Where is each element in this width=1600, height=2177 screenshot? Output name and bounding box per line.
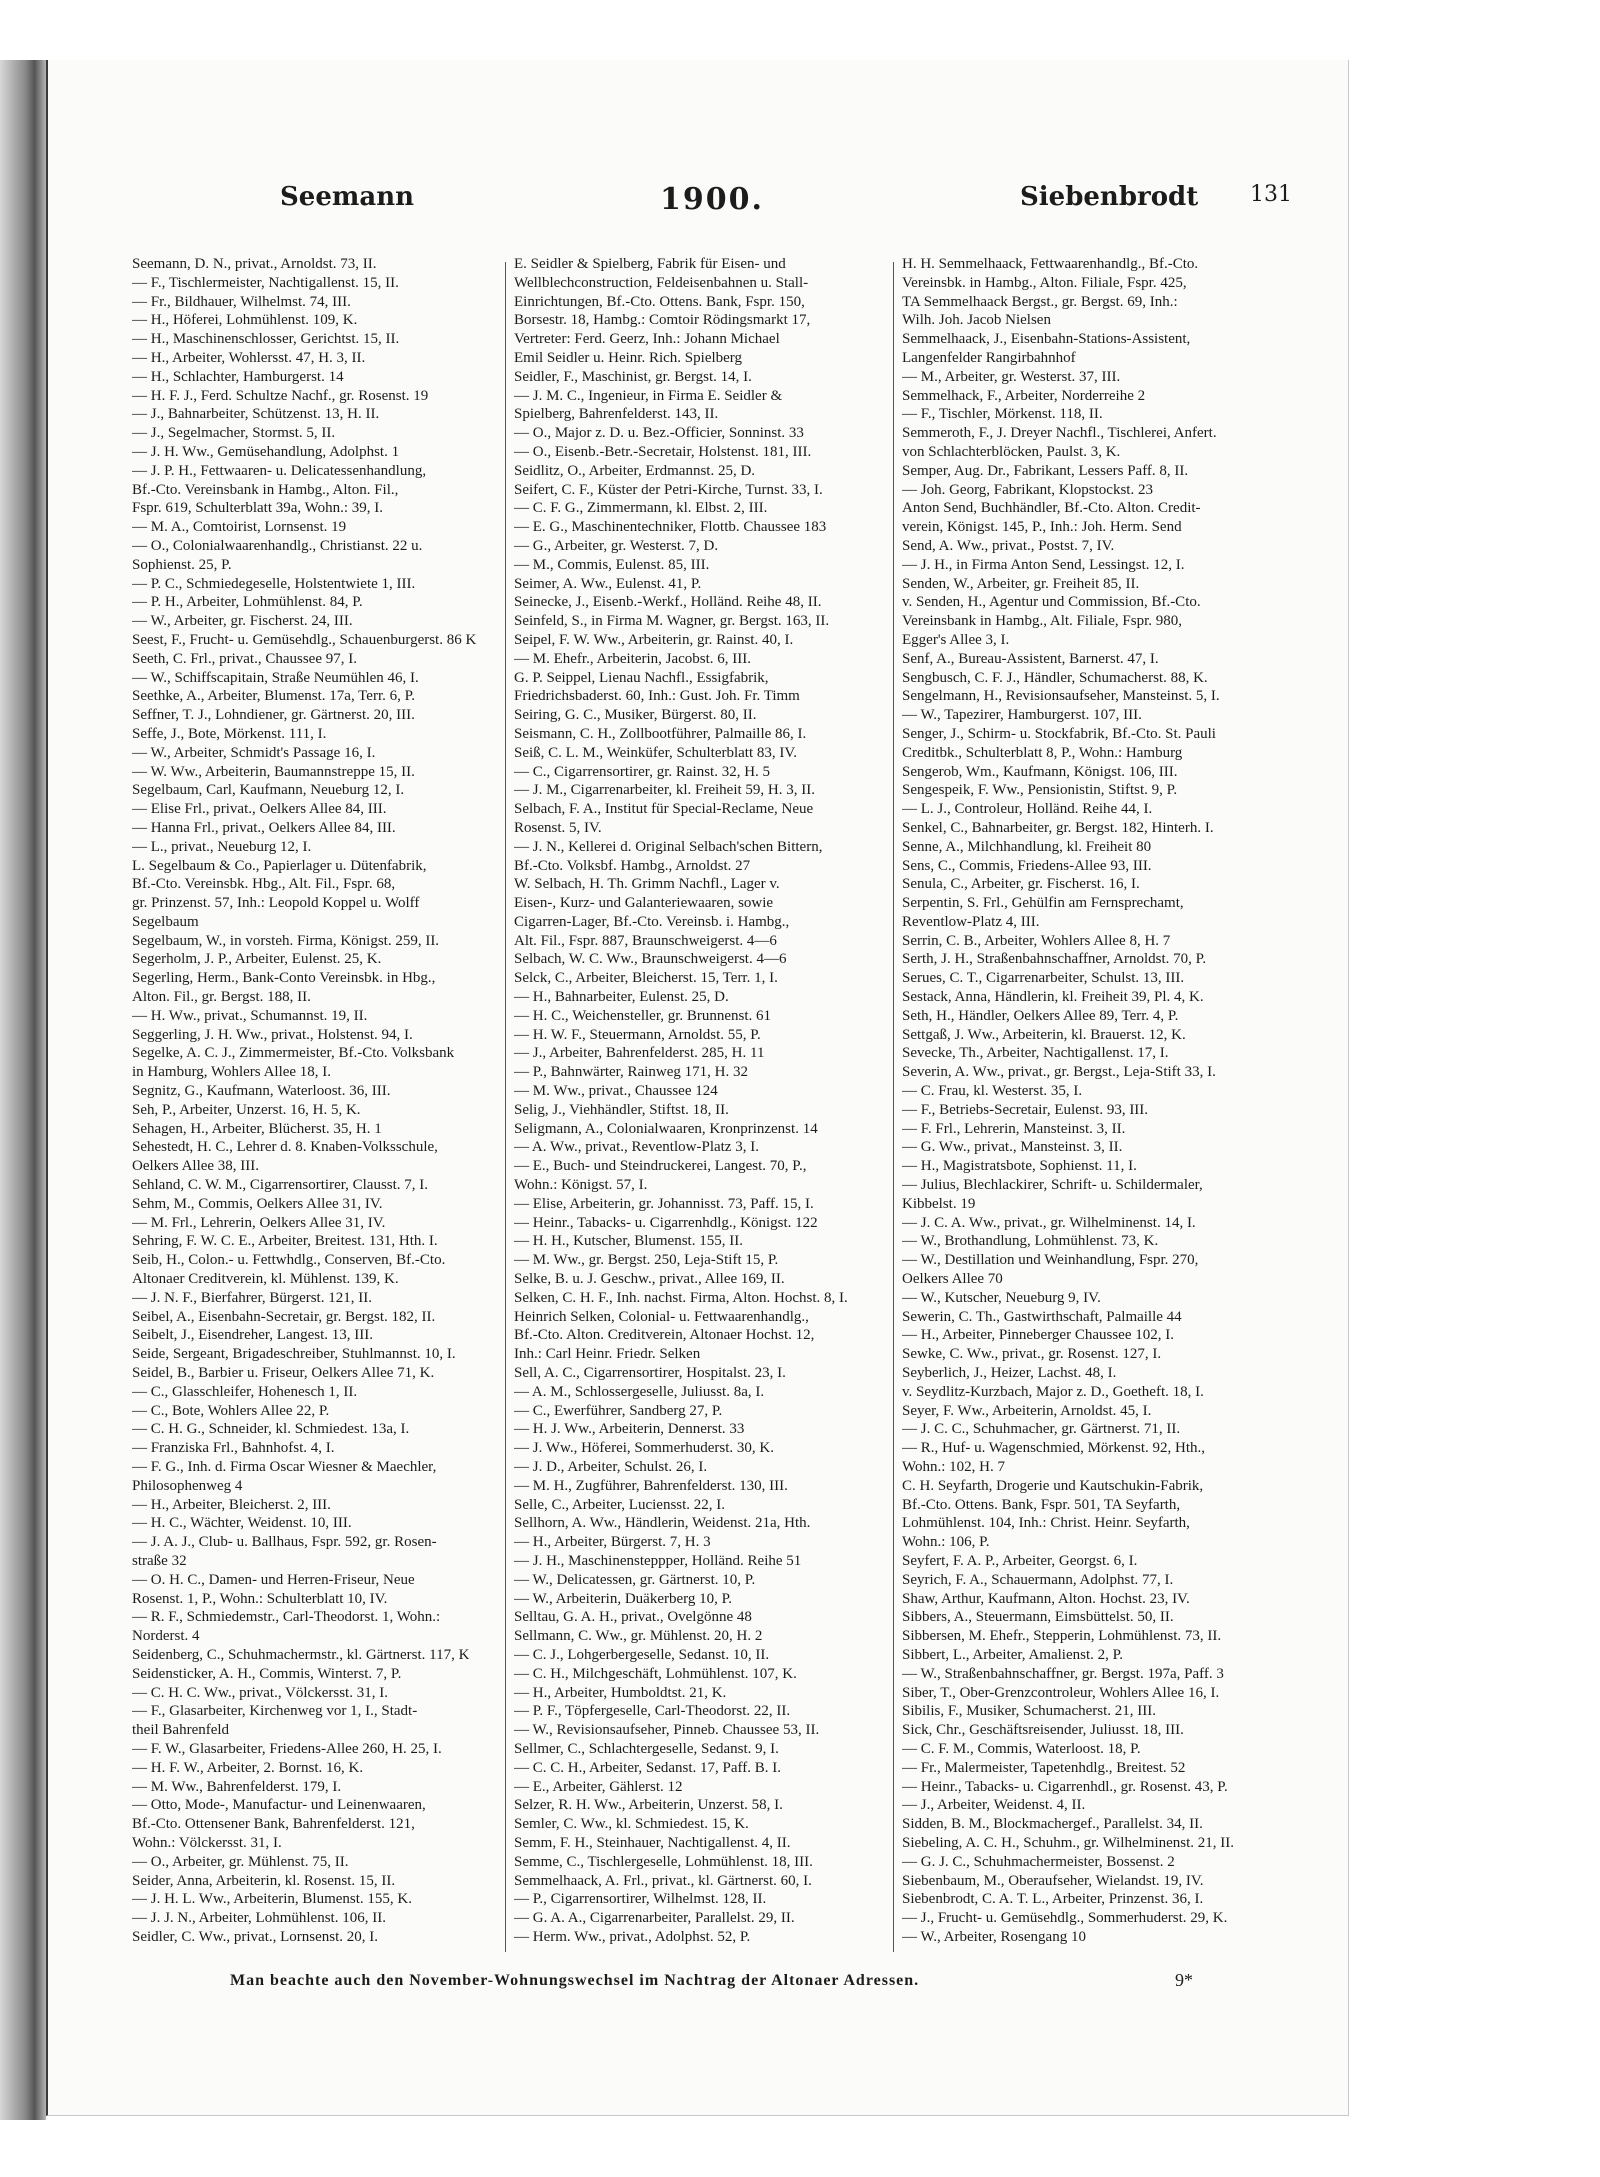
directory-entry: — H. H., Kutscher, Blumenst. 155, II. [514,1233,743,1250]
directory-entry: — H., Höferei, Lohmühlenst. 109, K. [132,312,358,329]
directory-entry: Seismann, C. H., Zollbootführer, Palmaille 86, I. [514,725,807,742]
directory-entry: — H., Arbeiter, Bleicherst. 2, III. [132,1496,331,1513]
directory-entry: E. Seidler & Spielberg, Fabrik für Eisen- und [514,256,786,272]
directory-entry: Norderst. 4 [132,1628,200,1645]
directory-entry: Alton. Fil., gr. Bergst. 188, II. [132,989,311,1006]
directory-entry: — J., Frucht- u. Gemüsehdlg., Sommerhuderst. 29, K. [902,1910,1228,1927]
directory-entry: — W. Ww., Arbeiterin, Baumannstreppe 15, II. [132,763,415,780]
directory-entry: Sehring, F. W. C. E., Arbeiter, Breitest. 131, Hth. I. [132,1233,438,1250]
directory-entry: — H., Magistratsbote, Sophienst. 11, I. [902,1158,1137,1175]
directory-entry: Heinrich Selken, Colonial- u. Fettwaarenhandlg., [514,1308,809,1325]
directory-entry: Siebenbaum, M., Oberaufseher, Wielandst. 19, IV. [902,1872,1204,1889]
directory-entry: Wellblechconstruction, Feldeisenbahnen u. Stall- [514,274,809,291]
column-divider-1 [505,262,506,1952]
directory-entry: Semmelhack, F., Arbeiter, Norderreihe 2 [902,387,1146,404]
directory-entry: Siebenbrodt, C. A. T. L., Arbeiter, Prinzenst. 36, I. [902,1891,1204,1908]
directory-entry: Senkel, C., Bahnarbeiter, gr. Bergst. 182, Hinterh. I. [902,819,1214,836]
directory-entry: Spielberg, Bahrenfelderst. 143, II. [514,406,719,423]
directory-entry: — W., Arbeiter, Schmidt's Passage 16, I. [132,744,376,761]
directory-entry: Rosenst. 5, IV. [514,819,602,836]
directory-entry: Sehestedt, H. C., Lehrer d. 8. Knaben-Volksschule, [132,1139,438,1156]
directory-entry: Sehagen, H., Arbeiter, Blücherst. 35, H. 1 [132,1120,382,1137]
directory-entry: — F., Glasarbeiter, Kirchenweg vor 1, I., Stadt- [132,1703,418,1720]
footer-note: Man beachte auch den November-Wohnungswechsel im Nachtrag der Altonaer Adressen. [230,1972,920,1989]
directory-entry: Shaw, Arthur, Kaufmann, Alton. Hochst. 23, IV. [902,1590,1190,1607]
directory-entry: — M. H., Zugführer, Bahrenfelderst. 130, III. [514,1477,788,1494]
directory-entry: — O., Major z. D. u. Bez.-Officier, Sonninst. 33 [514,425,804,442]
directory-entry: straße 32 [132,1552,187,1569]
directory-entry: verein, Königst. 145, P., Inh.: Joh. Herm. Send [902,519,1182,536]
directory-entry: — H. C., Wächter, Weidenst. 10, III. [132,1515,352,1532]
directory-entry: — J. C. A. Ww., privat., gr. Wilhelminenst. 14, I. [902,1214,1196,1231]
directory-entry: — M. Ww., gr. Bergst. 250, Leja-Stift 15, P. [514,1252,779,1269]
directory-entry: Selck, C., Arbeiter, Bleicherst. 15, Terr. 1, I. [514,970,778,987]
directory-entry: Selltau, G. A. H., privat., Ovelgönne 48 [514,1609,752,1626]
directory-entry: — Joh. Georg, Fabrikant, Klopstockst. 23 [902,481,1153,498]
directory-entry: G. P. Seippel, Lienau Nachfl., Essigfabrik, [514,669,769,686]
directory-entry: — F. W., Glasarbeiter, Friedens-Allee 260, H. 25, I. [132,1740,442,1757]
directory-entry: — H., Arbeiter, Bürgerst. 7, H. 3 [514,1534,711,1551]
directory-entry: Semper, Aug. Dr., Fabrikant, Lessers Paff. 8, II. [902,462,1189,479]
directory-entry: — Julius, Blechlackirer, Schrift- u. Schildermaler, [902,1177,1203,1194]
directory-entry: Segnitz, G., Kaufmann, Waterloost. 36, III. [132,1083,391,1100]
directory-entry: Langenfelder Rangirbahnhof [902,349,1076,366]
directory-entry: — E. G., Maschinentechniker, Flottb. Chaussee 183 [514,519,827,536]
directory-entry: Sellhorn, A. Ww., Händlerin, Weidenst. 21a, Hth. [514,1515,811,1532]
directory-entry: Seide, Sergeant, Brigadeschreiber, Stuhlmannst. 10, I. [132,1346,456,1363]
directory-entry: — J. P. H., Fettwaaren- u. Delicatessenhandlung, [132,462,427,479]
header-left-title: Seemann [280,182,415,212]
directory-entry: — Elise Frl., privat., Oelkers Allee 84, III. [132,801,387,818]
directory-entry: v. Senden, H., Agentur und Commission, Bf.-Cto. [902,594,1201,611]
directory-entry: — C. F. M., Commis, Waterloost. 18, P. [902,1740,1141,1757]
directory-entry: Segelbaum, Carl, Kaufmann, Neueburg 12, I. [132,782,405,799]
directory-entry: Sevecke, Th., Arbeiter, Nachtigallenst. 17, I. [902,1045,1169,1062]
directory-entry: — P., Bahnwärter, Rainweg 171, H. 32 [514,1064,748,1081]
directory-entry: — L., privat., Neueburg 12, I. [132,838,312,855]
directory-entry: Sophienst. 25, P. [132,556,232,573]
directory-entry: — F., Betriebs-Secretair, Eulenst. 93, III. [902,1101,1149,1118]
directory-entry: — Elise, Arbeiterin, gr. Johannisst. 73, Paff. 15, I. [514,1195,814,1212]
directory-entry: — M. A., Comtoirist, Lornsenst. 19 [132,519,347,536]
directory-entry: Sewke, C. Ww., privat., gr. Rosenst. 127, I. [902,1346,1162,1363]
directory-entry: Seyberlich, J., Heizer, Lachst. 48, I. [902,1365,1117,1382]
directory-entry: — C., Glasschleifer, Hohenesch 1, II. [132,1383,358,1400]
directory-entry: Selbach, W. C. Ww., Braunschweigerst. 4—6 [514,951,787,968]
directory-entry: Sengbusch, C. F. J., Händler, Schumacherst. 88, K. [902,669,1208,686]
directory-entry: — W., Revisionsaufseher, Pinneb. Chaussee 53, II. [514,1722,820,1739]
directory-entry: — F., Tischlermeister, Nachtigallenst. 15, II. [132,274,399,291]
directory-entry: Sens, C., Commis, Friedens-Allee 93, III. [902,857,1152,874]
directory-entry: — H., Arbeiter, Pinneberger Chaussee 102, I. [902,1327,1174,1344]
directory-entry: Seth, H., Händler, Oelkers Allee 89, Terr. 4, P. [902,1007,1179,1024]
directory-entry: theil Bahrenfeld [132,1722,230,1739]
directory-entry: Seibel, A., Eisenbahn-Secretair, gr. Bergst. 182, II. [132,1308,436,1325]
directory-entry: Sibbers, A., Steuermann, Eimsbüttelst. 50, II. [902,1609,1174,1626]
directory-entry: — P. F., Töpfergeselle, Carl-Theodorst. 22, II. [514,1703,791,1720]
directory-entry: Egger's Allee 3, I. [902,631,1010,648]
directory-entry: — F. Frl., Lehrerin, Mansteinst. 3, II. [902,1120,1126,1137]
directory-entry: Seyrich, F. A., Schauermann, Adolphst. 77, I. [902,1571,1174,1588]
directory-entry: Rosenst. 1, P., Wohn.: Schulterblatt 10, IV. [132,1590,388,1607]
directory-entry: Sidden, B. M., Blockmachergef., Parallelst. 34, II. [902,1816,1203,1833]
directory-entry: — Fr., Bildhauer, Wilhelmst. 74, III. [132,293,351,310]
directory-entry: Lohmühlenst. 104, Inh.: Christ. Heinr. Seyfarth, [902,1515,1190,1532]
directory-entry: Seidlitz, O., Arbeiter, Erdmannst. 25, D. [514,462,756,479]
directory-entry: Seifert, C. F., Küster der Petri-Kirche, Turnst. 33, I. [514,481,823,498]
directory-entry: Senne, A., Milchhandlung, kl. Freiheit 80 [902,838,1152,855]
directory-entry: Segelbaum [132,913,199,930]
directory-entry: Vereinsbk. in Hambg., Alton. Filiale, Fspr. 425, [902,274,1187,291]
directory-entry: — H. F. W., Arbeiter, 2. Bornst. 16, K. [132,1759,364,1776]
directory-entry: — M., Commis, Eulenst. 85, III. [514,556,710,573]
directory-entry: — J. A. J., Club- u. Ballhaus, Fspr. 592, gr. Rosen- [132,1534,437,1551]
directory-entry: — H. W. F., Steuermann, Arnoldst. 55, P. [514,1026,761,1043]
directory-entry: Vertreter: Ferd. Geerz, Inh.: Johann Michael [514,331,780,348]
directory-entry: — M. Frl., Lehrerin, Oelkers Allee 31, IV. [132,1214,386,1231]
directory-entry: Bf.-Cto. Ottensener Bank, Bahrenfelderst. 121, [132,1816,415,1833]
directory-entry: v. Seydlitz-Kurzbach, Major z. D., Goetheft. 18, I. [902,1383,1204,1400]
directory-entry: Seyfert, F. A. P., Arbeiter, Georgst. 6, I. [902,1552,1138,1569]
directory-entry: — H. Ww., privat., Schumannst. 19, II. [132,1007,368,1024]
directory-entry: Wohn.: Königst. 57, I. [514,1177,648,1194]
directory-entry: Cigarren-Lager, Bf.-Cto. Vereinsb. i. Hambg., [514,913,790,930]
directory-entry: Seidler, C. Ww., privat., Lornsenst. 20, I. [132,1928,379,1945]
directory-entry: — C. Frau, kl. Westerst. 35, I. [902,1083,1083,1100]
directory-entry: — C. H. C. Ww., privat., Völckersst. 31, I. [132,1684,388,1701]
directory-entry: Seinecke, J., Eisenb.-Werkf., Holländ. Reihe 48, II. [514,594,822,611]
directory-entry: — C. H., Milchgeschäft, Lohmühlenst. 107, K. [514,1665,797,1682]
header-right-title: Siebenbrodt [1020,182,1199,212]
directory-entry: Vereinsbank in Hambg., Alt. Filiale, Fspr. 980, [902,613,1182,630]
directory-entry: — Herm. Ww., privat., Adolphst. 52, P. [514,1928,751,1945]
directory-entry: — A. M., Schlossergeselle, Juliusst. 8a, I. [514,1383,765,1400]
directory-entry: Senden, W., Arbeiter, gr. Freiheit 85, II. [902,575,1140,592]
directory-entry: Sehm, M., Commis, Oelkers Allee 31, IV. [132,1195,383,1212]
directory-entry: Seidenberg, C., Schuhmachermstr., kl. Gärtnerst. 117, K [132,1646,470,1663]
directory-entry: — F. G., Inh. d. Firma Oscar Wiesner & Maechler, [132,1459,437,1475]
directory-entry: — M. Ww., Bahrenfelderst. 179, I. [132,1778,342,1795]
directory-entry: — C., Cigarrensortirer, gr. Rainst. 32, H. 5 [514,763,771,780]
directory-entry: — J. C. C., Schuhmacher, gr. Gärtnerst. 71, II. [902,1421,1181,1438]
directory-entry: Creditbk., Schulterblatt 8, P., Wohn.: Hamburg [902,744,1183,761]
directory-entry: — J. D., Arbeiter, Schulst. 26, I. [514,1459,708,1475]
directory-entry: Seidensticker, A. H., Commis, Winterst. 7, P. [132,1665,402,1682]
page-number: 131 [1250,182,1292,207]
directory-entry: — C., Ewerführer, Sandberg 27, P. [514,1402,723,1419]
directory-entry: Seffner, T. J., Lohndiener, gr. Gärtnerst. 20, III. [132,707,415,724]
directory-entry: — Hanna Frl., privat., Oelkers Allee 84, III. [132,819,396,836]
directory-entry: — H., Schlachter, Hamburgerst. 14 [132,368,344,385]
directory-entry: Semmelhaack, J., Eisenbahn-Stations-Assistent, [902,331,1191,348]
directory-entry: Sewerin, C. Th., Gastwirthschaft, Palmaille 44 [902,1308,1182,1325]
directory-entry: — J. H., in Firma Anton Send, Lessingst. 12, I. [902,556,1185,573]
directory-entry: Semmelhaack, A. Frl., privat., kl. Gärtnerst. 60, I. [514,1872,812,1889]
directory-entry: Settgaß, J. Ww., Arbeiterin, kl. Brauerst. 12, K. [902,1026,1186,1043]
directory-entry: Senf, A., Bureau-Assistent, Barnerst. 47, I. [902,650,1159,667]
directory-entry: Senula, C., Arbeiter, gr. Fischerst. 16, I. [902,876,1140,893]
directory-entry: L. Segelbaum & Co., Papierlager u. Dütenfabrik, [132,857,427,874]
directory-entry: — H., Arbeiter, Humboldtst. 21, K. [514,1684,727,1701]
directory-entry: Sehland, C. W. M., Cigarrensortirer, Clausst. 7, I. [132,1177,429,1194]
directory-entry: Seimer, A. Ww., Eulenst. 41, P. [514,575,702,592]
directory-entry: — W., Arbeiter, gr. Fischerst. 24, III. [132,613,353,630]
directory-entry: Seh, P., Arbeiter, Unzerst. 16, H. 5, K. [132,1101,361,1118]
directory-entry: — H. J. Ww., Arbeiterin, Dennerst. 33 [514,1421,745,1438]
directory-entry: — E., Buch- und Steindruckerei, Langest. 70, P., [514,1158,807,1175]
signature-mark: 9* [1175,1970,1193,1990]
directory-entry: Sengelmann, H., Revisionsaufseher, Mansteinst. 5, I. [902,688,1220,705]
directory-entry: W. Selbach, H. Th. Grimm Nachfl., Lager v. [514,876,780,893]
directory-entry: Sellmann, C. Ww., gr. Mühlenst. 20, H. 2 [514,1628,763,1645]
directory-entry: Bf.-Cto. Volksbf. Hambg., Arnoldst. 27 [514,857,751,874]
directory-entry: Seemann, D. N., privat., Arnoldst. 73, II. [132,256,377,272]
directory-entry: Inh.: Carl Heinr. Friedr. Selken [514,1346,701,1363]
directory-entry: — J. Ww., Höferei, Sommerhuderst. 30, K. [514,1440,774,1457]
directory-entry: — W., Arbeiterin, Duäkerberg 10, P. [514,1590,733,1607]
directory-entry: — W., Tapezirer, Hamburgerst. 107, III. [902,707,1142,724]
directory-entry: — J., Arbeiter, Weidenst. 4, II. [902,1797,1086,1814]
directory-entry: Wohn.: 106, P. [902,1534,990,1551]
directory-entry: Sellmer, C., Schlachtergeselle, Sedanst. 9, I. [514,1740,779,1757]
directory-entry: — R., Huf- u. Wagenschmied, Mörkenst. 92, Hth., [902,1440,1206,1457]
directory-entry: — G. J. C., Schuhmachermeister, Bossenst. 2 [902,1853,1175,1870]
directory-entry: Bf.-Cto. Vereinsbk. Hbg., Alt. Fil., Fspr. 68, [132,876,396,893]
directory-entry: Seligmann, A., Colonialwaaren, Kronprinzenst. 14 [514,1120,818,1137]
directory-entry: Einrichtungen, Bf.-Cto. Ottens. Bank, Fspr. 150, [514,293,805,310]
directory-entry: — P. C., Schmiedegeselle, Holstentwiete 1, III. [132,575,416,592]
directory-entry: Segelbaum, W., in vorsteh. Firma, Königst. 259, II. [132,932,440,949]
directory-entry: Oelkers Allee 38, III. [132,1158,260,1175]
directory-entry: Bf.-Cto. Alton. Creditverein, Altonaer Hochst. 12, [514,1327,815,1344]
directory-entry: Seibelt, J., Eisendreher, Langest. 13, III. [132,1327,373,1344]
header-year: 1900. [660,182,764,217]
directory-entry: — C. C. H., Arbeiter, Sedanst. 17, Paff. B. I. [514,1759,782,1776]
directory-entry: — J., Bahnarbeiter, Schützenst. 13, H. II. [132,406,380,423]
directory-entry: Sengespeik, F. Ww., Pensionistin, Stiftst. 9, P. [902,782,1178,799]
directory-entry: Seiß, C. L. M., Weinküfer, Schulterblatt 83, IV. [514,744,798,761]
directory-entry: — W., Schiffscapitain, Straße Neumühlen 46, I. [132,669,419,686]
directory-entry: Bf.-Cto. Ottens. Bank, Fspr. 501, TA Seyfarth, [902,1496,1181,1513]
directory-entry: — R. F., Schmiedemstr., Carl-Theodorst. 1, Wohn.: [132,1609,441,1626]
directory-entry: Seest, F., Frucht- u. Gemüsehdlg., Schauenburgerst. 86 K [132,631,477,648]
directory-entry: — H. C., Weichensteller, gr. Brunnenst. 61 [514,1007,772,1024]
directory-entry: — H., Arbeiter, Wohlersst. 47, H. 3, II. [132,349,366,366]
directory-entry: — M. Ehefr., Arbeiterin, Jacobst. 6, III. [514,650,752,667]
directory-entry: Sell, A. C., Cigarrensortirer, Hospitalst. 23, I. [514,1365,786,1382]
directory-entry: Wilh. Joh. Jacob Nielsen [902,312,1051,329]
directory-entry: — W., Straßenbahnschaffner, gr. Bergst. 197a, Paff. 3 [902,1665,1224,1682]
directory-entry: — H. F. J., Ferd. Schultze Nachf., gr. Rosenst. 19 [132,387,429,404]
directory-entry: — P. H., Arbeiter, Lohmühlenst. 84, P. [132,594,363,611]
directory-entry: Seyer, F. Ww., Arbeiterin, Arnoldst. 45, I. [902,1402,1152,1419]
directory-entry: von Schlachterblöcken, Paulst. 3, K. [902,443,1121,460]
directory-entry: Seffe, J., Bote, Mörkenst. 111, I. [132,725,327,742]
column-divider-2 [893,262,894,1952]
directory-entry: Kibbelst. 19 [902,1195,976,1212]
directory-entry: — G. A. A., Cigarrenarbeiter, Parallelst. 29, II. [514,1910,795,1927]
directory-entry: in Hamburg, Wohlers Allee 18, I. [132,1064,332,1081]
directory-entry: — A. Ww., privat., Reventlow-Platz 3, I. [514,1139,759,1156]
directory-entry: Seidel, B., Barbier u. Friseur, Oelkers Allee 71, K. [132,1365,435,1382]
directory-entry: Selken, C. H. F., Inh. nachst. Firma, Alton. Hochst. 8, I. [514,1289,848,1306]
directory-entry: Semme, C., Tischlergeselle, Lohmühlenst. 18, III. [514,1853,813,1870]
directory-entry: — J., Segelmacher, Stormst. 5, II. [132,425,336,442]
directory-entry: — F., Tischler, Mörkenst. 118, II. [902,406,1103,423]
directory-entry: — O., Eisenb.-Betr.-Secretair, Holstenst. 181, III. [514,443,812,460]
directory-entry: — J. J. N., Arbeiter, Lohmühlenst. 106, II. [132,1910,386,1927]
directory-entry: — J. H. Ww., Gemüsehandlung, Adolphst. 1 [132,443,400,460]
directory-entry: Semmeroth, F., J. Dreyer Nachfl., Tischlerei, Anfert. [902,425,1217,442]
directory-entry: Fspr. 619, Schulterblatt 39a, Wohn.: 39, I. [132,500,384,517]
directory-entry: Bf.-Cto. Vereinsbank in Hambg., Alton. Fil., [132,481,399,498]
directory-entry: Seethke, A., Arbeiter, Blumenst. 17a, Terr. 6, P. [132,688,416,705]
directory-entry: — Otto, Mode-, Manufactur- und Leinenwaaren, [132,1797,426,1814]
directory-entry: — C. J., Lohgerbergeselle, Sedanst. 10, II. [514,1646,770,1663]
directory-entry: Altonaer Creditverein, kl. Mühlenst. 139, K. [132,1271,399,1288]
directory-entry: Severin, A. Ww., privat., gr. Bergst., Leja-Stift 33, I. [902,1064,1216,1081]
directory-entry: — W., Kutscher, Neueburg 9, IV. [902,1289,1101,1306]
directory-entry: — J. N., Kellerei d. Original Selbach'schen Bittern, [514,838,823,855]
directory-entry: Oelkers Allee 70 [902,1271,1003,1288]
directory-entry: — M. Ww., privat., Chaussee 124 [514,1083,718,1100]
directory-entry: — Fr., Malermeister, Tapetenhdlg., Breitest. 52 [902,1759,1186,1776]
directory-entry: Senger, J., Schirm- u. Stockfabrik, Bf.-Cto. St. Pauli [902,725,1216,742]
directory-entry: Seeth, C. Frl., privat., Chaussee 97, I. [132,650,357,667]
directory-entry: Sick, Chr., Geschäftsreisender, Juliusst. 18, III. [902,1722,1184,1739]
directory-entry: — J. H. L. Ww., Arbeiterin, Blumenst. 155, K. [132,1891,412,1908]
directory-entry: Segerling, Herm., Bank-Conto Vereinsbk. in Hbg., [132,970,436,987]
directory-entry: — O., Colonialwaarenhandlg., Christianst. 22 u. [132,537,423,554]
directory-entry: — W., Destillation und Weinhandlung, Fspr. 270, [902,1252,1199,1269]
directory-entry: — W., Delicatessen, gr. Gärtnerst. 10, P. [514,1571,756,1588]
directory-entry: Seib, H., Colon.- u. Fettwhdlg., Conserven, Bf.-Cto. [132,1252,446,1269]
directory-entry: Selig, J., Viehhändler, Stiftst. 18, II. [514,1101,729,1118]
column-2 [514,255,924,1980]
column-3 [902,255,1312,1980]
directory-entry: — C. F. G., Zimmermann, kl. Elbst. 2, III. [514,500,768,517]
directory-entry: — M., Arbeiter, gr. Westerst. 37, III. [902,368,1121,385]
directory-entry: Reventlow-Platz 4, III. [902,913,1040,930]
directory-entry: H. H. Semmelhaack, Fettwaarenhandlg., Bf.-Cto. [902,256,1199,272]
directory-entry: Seidler, F., Maschinist, gr. Bergst. 14, I. [514,368,752,385]
directory-entry: gr. Prinzenst. 57, Inh.: Leopold Koppel u. Wolff [132,895,420,912]
directory-entry: Emil Seidler u. Heinr. Rich. Spielberg [514,349,743,366]
directory-entry: Eisen-, Kurz- und Galanteriewaaren, sowie [514,895,774,912]
directory-entry: Serrin, C. B., Arbeiter, Wohlers Allee 8, H. 7 [902,932,1171,949]
directory-entry: — G., Arbeiter, gr. Westerst. 7, D. [514,537,719,554]
directory-entry: Selke, B. u. J. Geschw., privat., Allee 169, II. [514,1271,785,1288]
directory-entry: Anton Send, Buchhändler, Bf.-Cto. Alton. Credit- [902,500,1201,517]
directory-entry: Friedrichsbaderst. 60, Inh.: Gust. Joh. Fr. Timm [514,688,800,705]
directory-entry: — G. Ww., privat., Mansteinst. 3, II. [902,1139,1123,1156]
directory-entry: Send, A. Ww., privat., Postst. 7, IV. [902,537,1115,554]
directory-entry: Seiring, G. C., Musiker, Bürgerst. 80, II. [514,707,757,724]
scan-binding-shadow [0,60,46,2120]
directory-entry: Borsestr. 18, Hambg.: Comtoir Rödingsmarkt 17, [514,312,811,329]
directory-entry: — C. H. G., Schneider, kl. Schmiedest. 13a, I. [132,1421,410,1438]
directory-entry: Siber, T., Ober-Grenzcontroleur, Wohlers Allee 16, I. [902,1684,1220,1701]
directory-entry: — H., Bahnarbeiter, Eulenst. 25, D. [514,989,729,1006]
directory-entry: — E., Arbeiter, Gählerst. 12 [514,1778,683,1795]
directory-entry: Sibbert, L., Arbeiter, Amalienst. 2, P. [902,1646,1124,1663]
directory-entry: Seipel, F. W. Ww., Arbeiterin, gr. Rainst. 40, I. [514,631,794,648]
directory-entry: — Heinr., Tabacks- u. Cigarrenhdl., gr. Rosenst. 43, P. [902,1778,1228,1795]
directory-entry: — H., Maschinenschlosser, Gerichtst. 15, II. [132,331,400,348]
directory-entry: Seinfeld, S., in Firma M. Wagner, gr. Bergst. 163, II. [514,613,830,630]
directory-entry: — O., Arbeiter, gr. Mühlenst. 75, II. [132,1853,349,1870]
directory-entry: Selzer, R. H. Ww., Arbeiterin, Unzerst. 58, I. [514,1797,783,1814]
directory-entry: — J. M., Cigarrenarbeiter, kl. Freiheit 59, H. 3, II. [514,782,815,799]
directory-entry: Sibbersen, M. Ehefr., Stepperin, Lohmühlenst. 73, II. [902,1628,1222,1645]
directory-entry: Sestack, Anna, Händlerin, kl. Freiheit 39, Pl. 4, K. [902,989,1204,1006]
directory-entry: Wohn.: 102, H. 7 [902,1459,1005,1475]
directory-entry: Serues, C. T., Cigarrenarbeiter, Schulst. 13, III. [902,970,1185,987]
directory-entry: — Franziska Frl., Bahnhofst. 4, I. [132,1440,335,1457]
directory-entry: — J. M. C., Ingenieur, in Firma E. Seidler & [514,387,783,404]
directory-entry: Siebeling, A. C. H., Schuhm., gr. Wilhelminenst. 21, II. [902,1834,1235,1851]
directory-entry: Philosophenweg 4 [132,1477,243,1494]
directory-entry: Segerholm, J. P., Arbeiter, Eulenst. 25, K. [132,951,382,968]
column-1 [132,255,542,1980]
directory-entry: Seider, Anna, Arbeiterin, kl. Rosenst. 15, II. [132,1872,396,1889]
directory-entry: Seggerling, J. H. Ww., privat., Holstenst. 94, I. [132,1026,413,1043]
directory-entry: Sengerob, Wm., Kaufmann, Königst. 106, III. [902,763,1178,780]
directory-entry: Serpentin, S. Frl., Gehülfin am Fernsprechamt, [902,895,1184,912]
directory-entry: — O. H. C., Damen- und Herren-Friseur, Neue [132,1571,415,1588]
directory-entry: — J., Arbeiter, Bahrenfelderst. 285, H. 11 [514,1045,765,1062]
directory-entry: — P., Cigarrensortirer, Wilhelmst. 128, II. [514,1891,767,1908]
directory-entry: Selle, C., Arbeiter, Luciensst. 22, I. [514,1496,726,1513]
directory-entry: Wohn.: Völckersst. 31, I. [132,1834,282,1851]
directory-entry: — W., Arbeiter, Rosengang 10 [902,1928,1086,1945]
directory-entry: Alt. Fil., Fspr. 887, Braunschweigerst. 4—6 [514,932,777,949]
directory-entry: — J. N. F., Bierfahrer, Bürgerst. 121, II. [132,1289,372,1306]
directory-entry: Serth, J. H., Straßenbahnschaffner, Arnoldst. 70, P. [902,951,1207,968]
directory-entry: Sibilis, F., Musiker, Schumacherst. 21, III. [902,1703,1157,1720]
directory-entry: Selbach, F. A., Institut für Special-Reclame, Neue [514,801,814,818]
directory-entry: Semm, F. H., Steinhauer, Nachtigallenst. 4, II. [514,1834,791,1851]
directory-entry: TA Semmelhaack Bergst., gr. Bergst. 69, Inh.: [902,293,1178,310]
directory-entry: C. H. Seyfarth, Drogerie und Kautschukin-Fabrik, [902,1477,1204,1494]
directory-entry: — W., Brothandlung, Lohmühlenst. 73, K. [902,1233,1159,1250]
directory-entry: Segelke, A. C. J., Zimmermeister, Bf.-Cto. Volksbank [132,1045,455,1062]
directory-entry: — J. H., Maschinensteppper, Holländ. Reihe 51 [514,1552,802,1569]
directory-entry: Semler, C. Ww., kl. Schmiedest. 15, K. [514,1816,749,1833]
directory-entry: — L. J., Controleur, Holländ. Reihe 44, I. [902,801,1153,818]
directory-entry: — C., Bote, Wohlers Allee 22, P. [132,1402,330,1419]
directory-entry: — Heinr., Tabacks- u. Cigarrenhdlg., Königst. 122 [514,1214,818,1231]
